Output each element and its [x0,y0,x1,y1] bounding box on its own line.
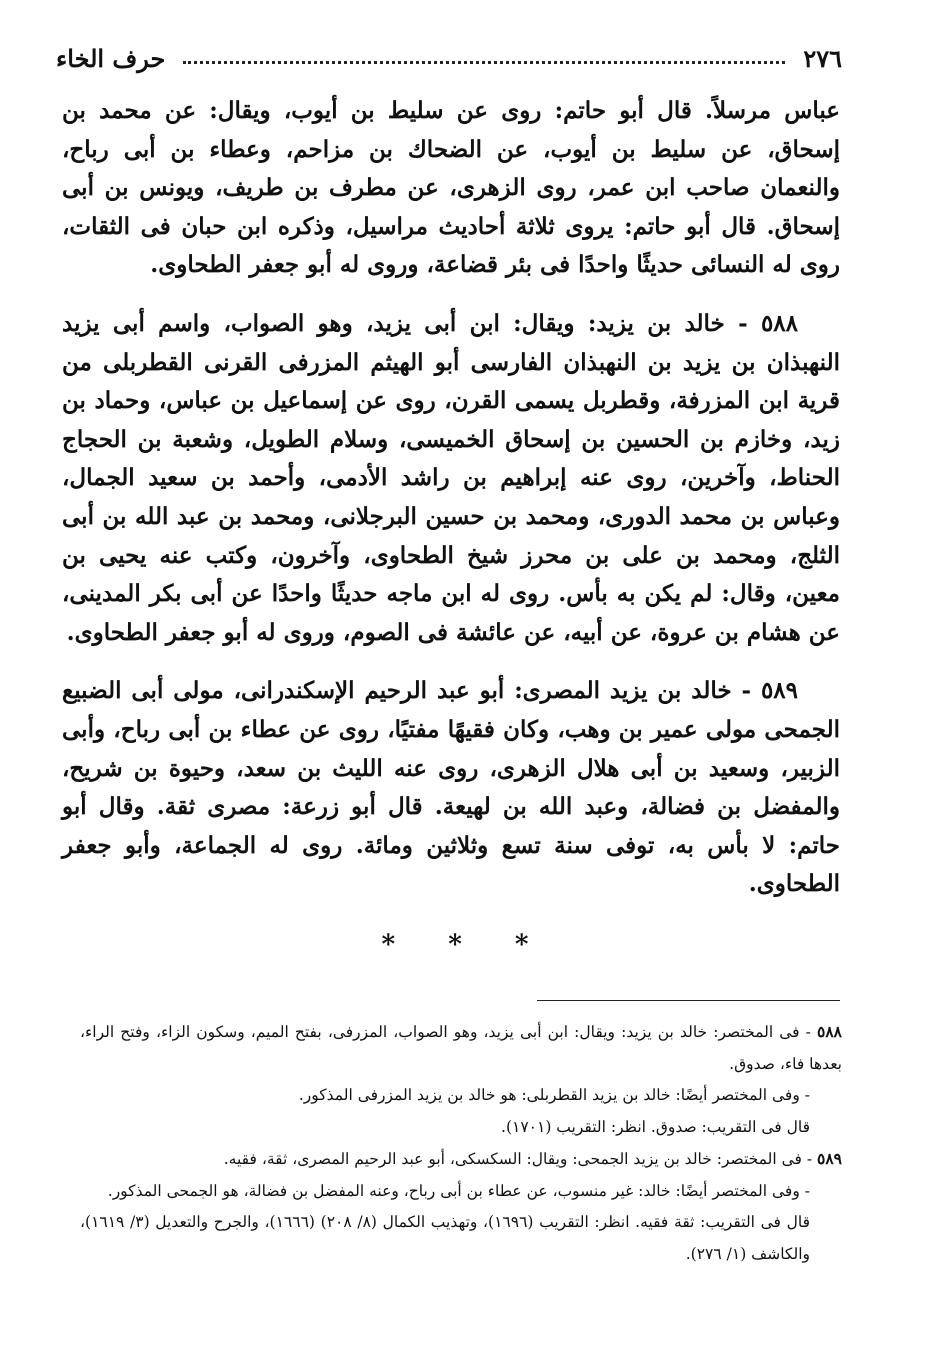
footnotes [80,1016,842,1270]
footnote-589 [80,1143,842,1176]
entry-number: ٥٨٩ [760,677,799,705]
entry-text: خالد بن يزيد: ويقال: ابن أبى يزيد، وهو الصواب، واسم أبى يزيد النهبذان بن يزيد بن النهبذان الفارسى أبو الهيثم المزرفى القرنى القطربلى من قرية ابن المزرفة، وقطربل يسمى القرن، روى عن إسماعيل بن عباس، وحماد بن زيد، وخازم بن الحسين بن إسحاق الخميسى، وسلام الطويل، وشعبة بن الحجاج الحناط، وآخرين، روى عنه إبراهيم بن راشد الأدمى، وأحمد بن سعيد الجمال، وعباس بن محمد الدورى، ومحمد بن حسين البرجلانى، ومحمد بن عبد الله بن أبى الثلج، ومحمد بن على بن محرز شيخ الطحاوى، وآخرون، وكتب عنه يحيى بن معين، وقال: لم يكن به بأس. روى له ابن ماجه حديثًا واحدًا عن أبى بكر المدينى، عن هشام بن عروة، عن أبيه، عن عائشة فى الصوم، وروى له أبو جعفر الطحاوى. [62,309,840,646]
footnote-note [80,1080,842,1112]
main-text [62,92,840,924]
entry-588 [62,305,840,652]
footnote-text: - فى المختصر: خالد بن يزيد الجمحى: ويقال: السكسكى، أبو عبد الرحيم المصرى، ثقة، فقيه. [223,1150,818,1168]
entry-text: خالد بن يزيد المصرى: أبو عبد الرحيم الإسكندرانى، مولى أبى الضبيع الجمحى مولى عمير بن وهب، وكان فقيهًا مفتيًا، روى عن عطاء بن أبى رباح، وأبى الزبير، وسعيد بن أبى هلال الزهرى، روى عنه الليث بن سعد، وحيوة بن شريح، والمفضل بن فضالة، وعبد الله بن لهيعة. قال أبو زرعة: مصرى ثقة. وقال أبو حاتم: لا بأس به، توفى سنة تسع وثلاثين ومائة. روى له الجماعة، وأبو جعفر الطحاوى. [62,677,840,898]
entry-589 [62,672,840,904]
footnote-text: - فى المختصر: خالد بن يزيد: ويقال: ابن أبى يزيد، وهو الصواب، المزرفى، بفتح الميم، وسكون الزاء، وفتح الراء، بعدها فاء، صدوق. [80,1023,842,1073]
footnote-text: قال فى التقريب: صدوق. انظر: التقريب (١٧٠١). [501,1117,810,1136]
section-separator: * * * [381,930,551,960]
footnote-number: ٥٨٩ [817,1149,842,1168]
entry-text: عباس مرسلاً. قال أبو حاتم: روى عن سليط بن أيوب، ويقال: عن محمد بن إسحاق، عن سليط بن أيوب، عن الضحاك بن مزاحم، وعطاء بن أبى رباح، والنعمان صاحب ابن عمر، روى الزهرى، عن مطرف بن طريف، ويونس بن أبى إسحاق. قال أبو حاتم: يروى ثلاثة أحاديث مراسيل، وذكره ابن حبان فى الثقات، روى له النسائى حديثًا واحدًا فى بئر قضاعة، وروى له أبو جعفر الطحاوى. [62,97,840,279]
entry-number: ٥٨٨ [760,309,799,337]
entry-continuation [62,92,840,285]
footnote-text: - وفى المختصر أيضًا: خالد بن يزيد القطربلى: هو خالد بن يزيد المزرفى المذكور. [298,1086,810,1104]
page-number: ٢٧٦ [803,43,842,73]
footnote-588 [80,1016,842,1080]
footnote-divider [537,1000,840,1001]
running-title: حرف الخاء [56,43,166,73]
entry-dash: - [731,677,761,705]
footnote-note [80,1112,842,1144]
footnote-number: ٥٨٨ [817,1022,842,1041]
footnote-text: - وفى المختصر أيضًا: خالد: غير منسوب، عن عطاء بن أبى رباح، وعنه المفضل بن فضالة، هو الجمحى المذكور. [107,1181,810,1200]
entry-dash: - [724,309,761,337]
page-header [56,38,842,78]
footnote-note [80,1207,842,1270]
footnote-text: قال فى التقريب: ثقة فقيه. انظر: التقريب (١٦٩٦)، وتهذيب الكمال (٨/ ٢٠٨) (١٦٦٦)، والجرح والتعديل (٣/ ١٦١٩)، والكاشف (١/ ٢٧٦). [80,1213,811,1263]
footnote-note [80,1176,842,1208]
header-dotted-leader [183,61,785,64]
